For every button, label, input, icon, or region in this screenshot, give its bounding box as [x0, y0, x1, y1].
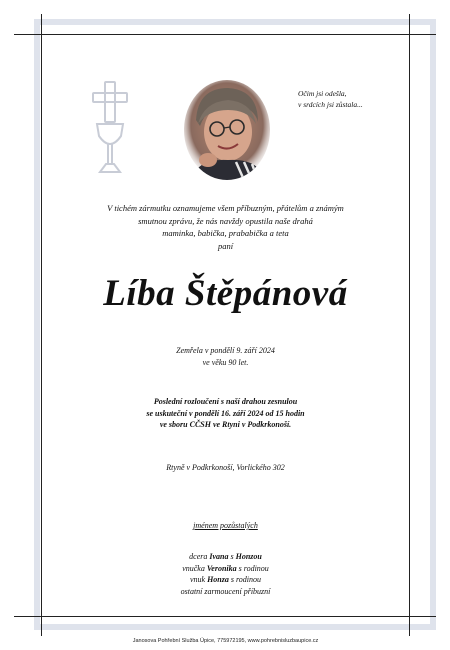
death-info	[42, 345, 409, 368]
mourner-row	[42, 574, 409, 586]
mourner-row	[42, 551, 409, 563]
on-behalf-label: jménem pozůstalých	[193, 521, 258, 530]
quote-line: Očim jsi odešla,	[298, 89, 347, 98]
portrait-photo	[184, 80, 270, 180]
mourner-name: Honza	[207, 575, 229, 584]
announcement-text	[42, 202, 409, 252]
mourner-connector: s rodinou	[228, 575, 262, 584]
mourners-list	[42, 551, 409, 597]
mourner-relation: ostatní zarmoucení příbuzní	[180, 586, 271, 596]
mourner-name: Veronika	[206, 563, 237, 573]
frame-band-top	[34, 19, 436, 25]
memorial-quote	[298, 88, 398, 110]
address: Rtyně v Podkrkonoší, Vorlického 302	[166, 463, 285, 472]
mourner-relation: dcera	[189, 552, 210, 561]
mourner-name: Ivana	[209, 552, 229, 561]
mourner-name: Honzou	[235, 552, 262, 561]
mourner-connector: s rodinou	[236, 563, 269, 573]
announcement-line: maminka, babička, prababička a teta	[162, 228, 289, 238]
funeral-line: se uskuteční v pondělí 16. září 2024 od 15 hodin	[146, 408, 305, 418]
death-age: ve věku 90 let.	[202, 357, 249, 367]
mourner-row	[42, 563, 409, 575]
quote-line: v srdcích jsi zůstala...	[298, 100, 363, 109]
death-date: Zemřela v pondělí 9. září 2024	[176, 346, 275, 355]
announcement-line: paní	[217, 240, 234, 251]
announcement-line: V tichém zármutku oznamujeme všem příbuzným, přátelům a známým	[107, 203, 344, 213]
footer-imprint: Janosova Pohřební Služba Úpice, 775972195, www.pohrebnisluzbaupice.cz	[132, 638, 319, 644]
frame-line-right	[409, 14, 410, 636]
frame-band-right	[430, 19, 436, 630]
funeral-line: ve sboru CČSH ve Rtyni v Podkrkonoší.	[159, 420, 292, 429]
mourner-relation: vnuk	[189, 575, 208, 584]
mourner-row	[42, 586, 409, 598]
frame-band-left	[34, 19, 40, 630]
frame-line-left	[41, 14, 42, 636]
announcement-line: smutnou zprávu, že nás navždy opustila naše drahá	[138, 215, 313, 226]
deceased-name: Líba Štěpánová	[103, 273, 348, 314]
mourner-relation: vnučka	[182, 563, 207, 573]
mourner-connector: s	[228, 552, 236, 561]
funeral-info	[42, 396, 409, 431]
cross-icon	[90, 80, 130, 176]
frame-band-bottom	[34, 624, 436, 630]
funeral-line: Poslední rozloučení s naší drahou zesnulou	[153, 397, 298, 406]
frame-line-bottom	[14, 616, 436, 617]
frame-line-top	[14, 34, 436, 35]
